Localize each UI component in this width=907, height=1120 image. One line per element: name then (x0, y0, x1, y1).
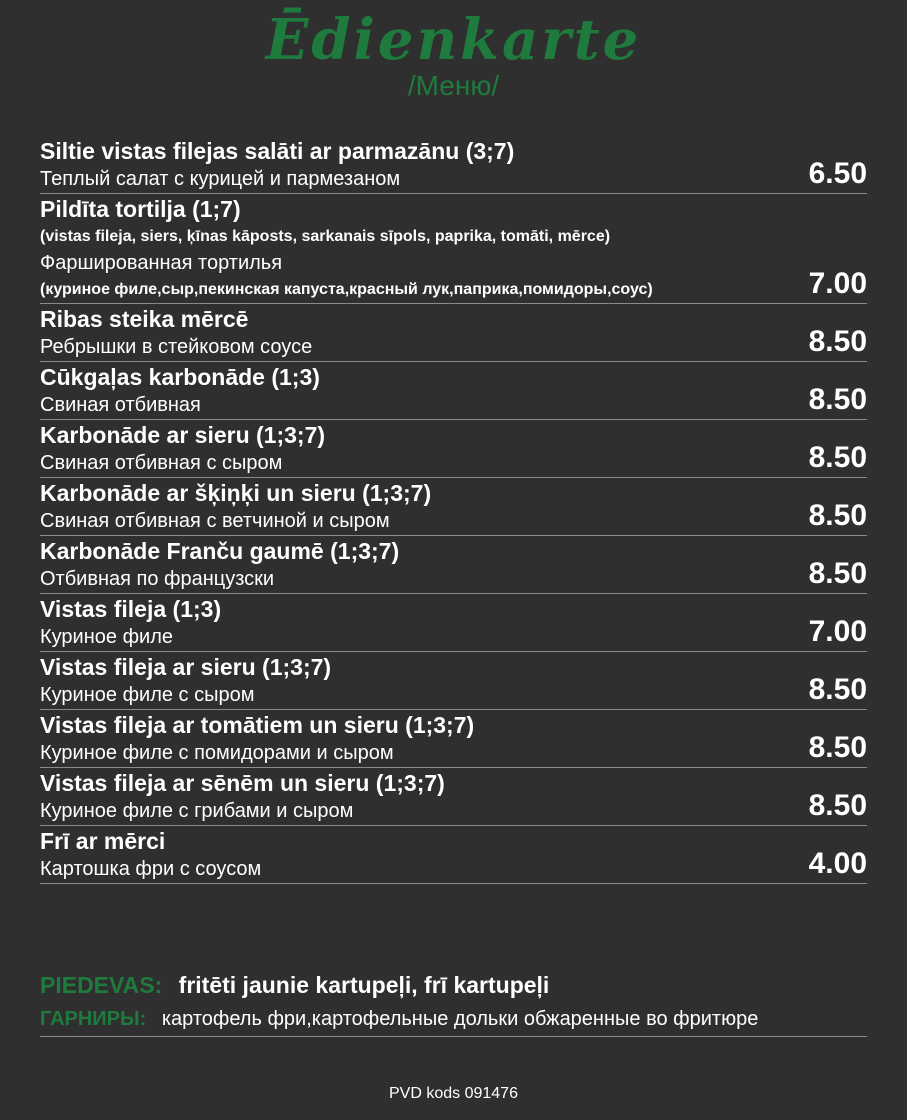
item-name: Cūkgaļas karbonāde (1;3) (40, 364, 320, 390)
item-translation: Куриное филе с грибами и сыром (40, 800, 354, 822)
item-name: Karbonāde ar sieru (1;3;7) (40, 422, 326, 448)
item-price: 8.50 (808, 325, 867, 358)
item-translation: Куриное филе (40, 626, 173, 648)
menu-item (40, 536, 867, 594)
side-label-lv: PIEDEVAS: (40, 972, 163, 998)
item-price: 8.50 (808, 499, 867, 532)
menu-item (40, 594, 867, 652)
item-price: 6.50 (808, 157, 867, 190)
item-name: Karbonāde ar šķiņķi un sieru (1;3;7) (40, 480, 432, 506)
menu-item (40, 478, 867, 536)
item-price: 8.50 (808, 673, 867, 706)
item-translation: Свиная отбивная с ветчиной и сыром (40, 510, 390, 532)
item-name: Vistas fileja ar sēnēm un sieru (1;3;7) (40, 770, 445, 796)
side-label-ru: ГАРНИРЫ: (40, 1008, 147, 1030)
item-name: Siltie vistas filejas salāti ar parmazānu (3;7) (40, 138, 515, 164)
item-name: Karbonāde Franču gaumē (1;3;7) (40, 538, 400, 564)
item-price: 8.50 (808, 789, 867, 822)
menu-item (40, 420, 867, 478)
item-name: Vistas fileja (1;3) (40, 596, 222, 622)
menu-item (40, 768, 867, 826)
side-text-ru: картофель фри,картофельные дольки обжаренные во фритюре (161, 1008, 759, 1030)
side-dishes-lv (40, 968, 867, 1002)
item-translation: Куриное филе с помидорами и сыром (40, 742, 394, 764)
item-price: 8.50 (808, 557, 867, 590)
item-ingredients-ru: (куриное филе,сыр,пекинская капуста,красный лук,паприка,помидоры,соус) (40, 281, 653, 298)
menu-item (40, 826, 867, 884)
menu-title: Ēdienkarte (265, 7, 642, 73)
item-translation: Фаршированная тортилья (40, 252, 283, 274)
item-name: Pildīta tortilja (1;7) (40, 196, 241, 222)
item-price: 8.50 (808, 383, 867, 416)
side-dishes (40, 968, 867, 1037)
item-ingredients-lv: (vistas fileja, siers, ķīnas kāposts, sarkanais sīpols, paprika, tomāti, mērce) (40, 228, 611, 245)
item-price: 8.50 (808, 441, 867, 474)
menu-item (40, 362, 867, 420)
item-translation: Ребрышки в стейковом соусе (40, 336, 313, 358)
menu-subtitle: /Меню/ (407, 70, 500, 101)
menu-item (40, 194, 867, 304)
item-translation: Картошка фри с соусом (40, 858, 262, 880)
item-price: 7.00 (808, 267, 867, 300)
menu-item (40, 304, 867, 362)
menu-item (40, 652, 867, 710)
item-translation: Куриное филе с сыром (40, 684, 255, 706)
menu-item (40, 710, 867, 768)
vat-code: PVD kods 091476 (389, 1085, 518, 1102)
item-translation: Теплый салат с курицей и пармезаном (40, 168, 401, 190)
item-name: Ribas steika mērcē (40, 306, 249, 332)
side-text-lv: fritēti jaunie kartupeļi, frī kartupeļi (178, 972, 550, 998)
menu-list (40, 136, 867, 884)
item-translation: Отбивная по французски (40, 568, 275, 590)
item-name: Frī ar mērci (40, 828, 166, 854)
menu-header (0, 0, 907, 110)
item-name: Vistas fileja ar tomātiem un sieru (1;3;7) (40, 712, 475, 738)
item-translation: Свиная отбивная (40, 394, 201, 416)
menu-item (40, 136, 867, 194)
item-price: 7.00 (808, 615, 867, 648)
item-price: 8.50 (808, 731, 867, 764)
item-name: Vistas fileja ar sieru (1;3;7) (40, 654, 332, 680)
item-price: 4.00 (808, 847, 867, 880)
item-translation: Свиная отбивная с сыром (40, 452, 283, 474)
side-dishes-ru (40, 1002, 867, 1037)
